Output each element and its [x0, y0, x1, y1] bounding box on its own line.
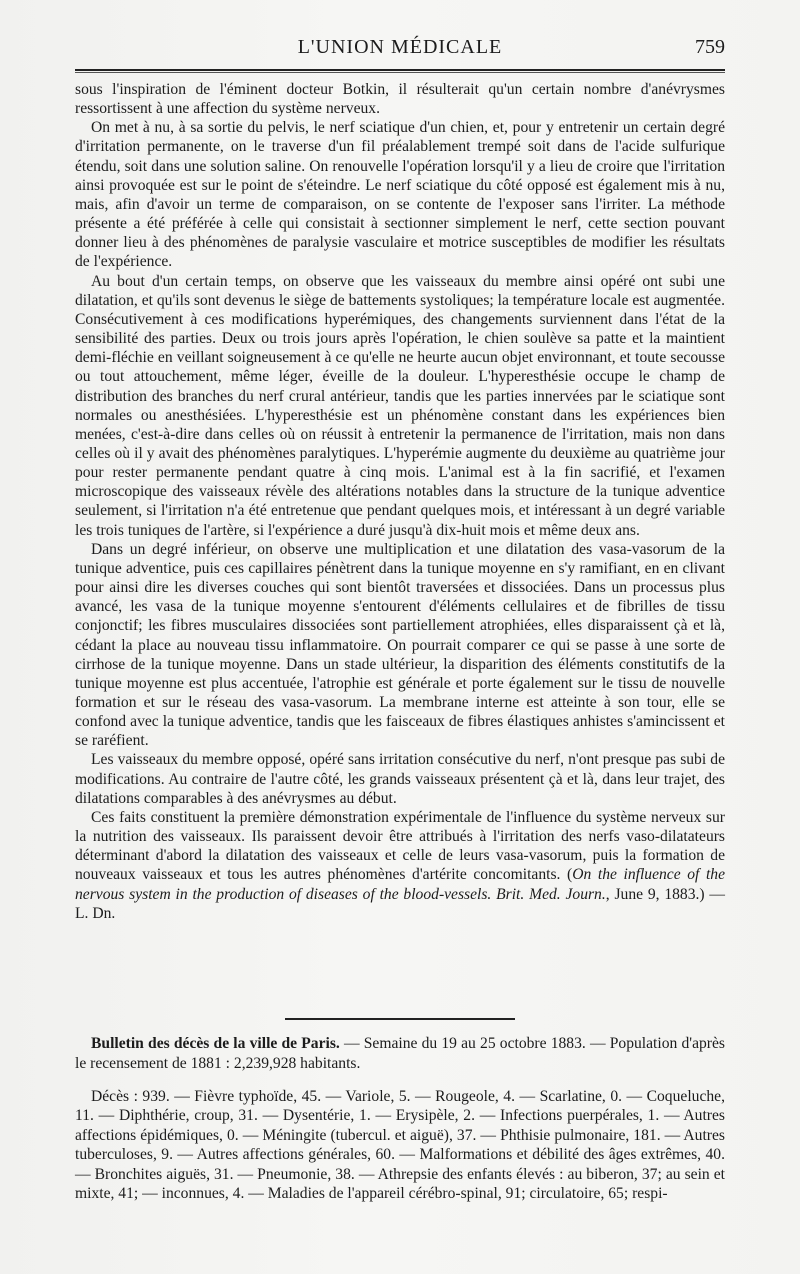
article-paragraph: On met à nu, à sa sortie du pelvis, le nerf sciatique d'un chien, et, pour y entretenir un certain degré d'irritation permanente, on le traverse d'un fil préalablement trempé soit dans de l'acide sulfurique étendu, soit dans une solution saline. On renouvelle l'opération lorsqu'il y a lieu de croire que l'irritation ainsi provoquée est sur le point de s'éteindre. Le nerf sciatique du côté opposé est également mis à nu, mais, afin d'avoir un terme de comparaison, on se contente de l'exposer sans l'irriter. La méthode présente a été préférée à celle qui consistait à sectionner simplement le nerf, cette section pouvant donner lieu à des phénomènes de paralysie vasculaire et motrice susceptibles de modifier les résultats de l'expérience. [75, 119, 725, 271]
bulletin-title: Bulletin des décès de la ville de Paris. [91, 1035, 340, 1052]
article-paragraph: Les vaisseaux du membre opposé, opéré sans irritation consécutive du nerf, n'ont presque pas subi de modifications. Au contraire de l'autre côté, les grands vaisseaux présentent çà et là, dans leur trajet, des dilatations comparables à des anévrysmes au début. [75, 751, 725, 807]
citation-title: On the influence of the nervous system in the production of diseases of the blood-vessels. Brit. Med. Journ. [75, 866, 725, 903]
running-header [75, 36, 725, 64]
header-rule-thin [75, 72, 725, 73]
section-separator [285, 1018, 515, 1020]
article-paragraph-last [75, 808, 725, 923]
citation-open: ( [567, 866, 573, 884]
bulletin-heading [75, 1034, 725, 1073]
header-rule [75, 69, 725, 71]
citation-tail: , June 9, 1883.) — L. Dn. [75, 885, 725, 922]
article-paragraph: sous l'inspiration de l'éminent docteur Botkin, il résulterait qu'un certain nombre d'anévrysmes ressortissent à une affection du système nerveux. [75, 81, 725, 118]
bulletin-subtitle: — Semaine du 19 au 25 octobre 1883. — Population d'après le recensement de 1881 : 2,239,928 habitants. [75, 1035, 725, 1072]
death-bulletin [75, 1034, 725, 1203]
bulletin-deaths: Décès : 939. — Fièvre typhoïde, 45. — Variole, 5. — Rougeole, 4. — Scarlatine, 0. — Coqueluche, 11. — Diphthérie, croup, 31. — Dysentérie, 1. — Erysipèle, 2. — Infections puerpérales, 1. — Autres affections épidémiques, 0. — Méningite (tubercul. et aiguë), 37. — Phthisie pulmonaire, 181. — Autres tuberculoses, 9. — Autres affections générales, 60. — Malformations et débilité des âges extrêmes, 40. — Bronchites aiguës, 31. — Pneumonie, 38. — Athrepsie des enfants élevés : au biberon, 37; au sein et mixte, 41; — inconnues, 4. — Maladies de l'appareil cérébro-spinal, 91; circulatoire, 65; respi- [75, 1088, 725, 1203]
page-number: 759 [695, 36, 725, 58]
paragraph-text: Ces faits constituent la première démonstration expérimentale de l'influence du système nerveux sur la nutrition des vaisseaux. Ils paraissent devoir être attribués à l'irritation des nerfs vaso-dilatateurs déterminant d'abord la dilatation des vaisseaux et celle de leurs vasa-vasorum, puis la formation de nouveaux vaisseaux et tous les autres phénomènes d'artérite concomitants. [75, 808, 725, 884]
article-paragraph: Au bout d'un certain temps, on observe que les vaisseaux du membre ainsi opéré ont subi une dilatation, et qu'ils sont devenus le siège de battements systoliques; la température locale est augmentée. Consécutivement à ces modifications hyperémiques, des changements surviennent dans l'état de la sensibilité des parties. Deux ou trois jours après l'opération, le chien soulève sa patte et la maintient demi-fléchie en veillant soigneusement à ce qu'elle ne heurte aucun objet environnant, et toute secousse ou tout attouchement, même léger, éveille de la douleur. L'hyperesthésie occupe le champ de distribution des branches du nerf crural antérieur, tandis que les parties innervées par le sciatique sont normales ou anesthésiées. L'hyperesthésie est un phénomène constant dans les expériences bien menées, c'est-à-dire dans celles où on réussit à entretenir la permanence de l'irritation, mais non dans celles où il y avait des phénomènes paralytiques. L'hyperémie augmente du deuxième au quatrième jour pour rester permanente pendant quatre à cinq mois. L'animal est à la fin sacrifié, et l'examen microscopique des vaisseaux révèle des altérations notables dans la structure de la tunique adventice seulement, si l'irritation n'a été entretenue que pendant quelques mois, et intéressant à un degré variable les trois tuniques de l'artère, si l'expérience a duré jusqu'à dix-huit mois et même deux ans. [75, 272, 725, 539]
journal-title: L'UNION MÉDICALE [297, 36, 503, 58]
article-body [75, 80, 725, 923]
article-paragraph: Dans un degré inférieur, on observe une multiplication et une dilatation des vasa-vasorum de la tunique adventice, puis ces capillaires pénètrent dans la tunique moyenne en s'y ramifiant, en en clivant pour ainsi dire les diverses couches qui sont bientôt traversées et dissociées. Dans un processus plus avancé, les vasa de la tunique moyenne s'entourent d'éléments cellulaires et de fibrilles de tissu conjonctif; les fibres musculaires dissociées sont partiellement atrophiées, elles disparaissent çà et là, cédant la place au nouveau tissu inflammatoire. On pourrait comparer ce qui se passe à une sorte de cirrhose de la tunique moyenne. Dans un stade ultérieur, la disparition des éléments constitutifs de la tunique moyenne est plus accentuée, l'atrophie est générale et porte également sur le tissu de nouvelle formation et sur le réseau des vasa-vasorum. La membrane interne est atteinte à son tour, elle se confond avec la tunique adventice, tandis que les faisceaux de fibres élastiques anhistes s'amincissent et se raréfient. [75, 540, 725, 750]
